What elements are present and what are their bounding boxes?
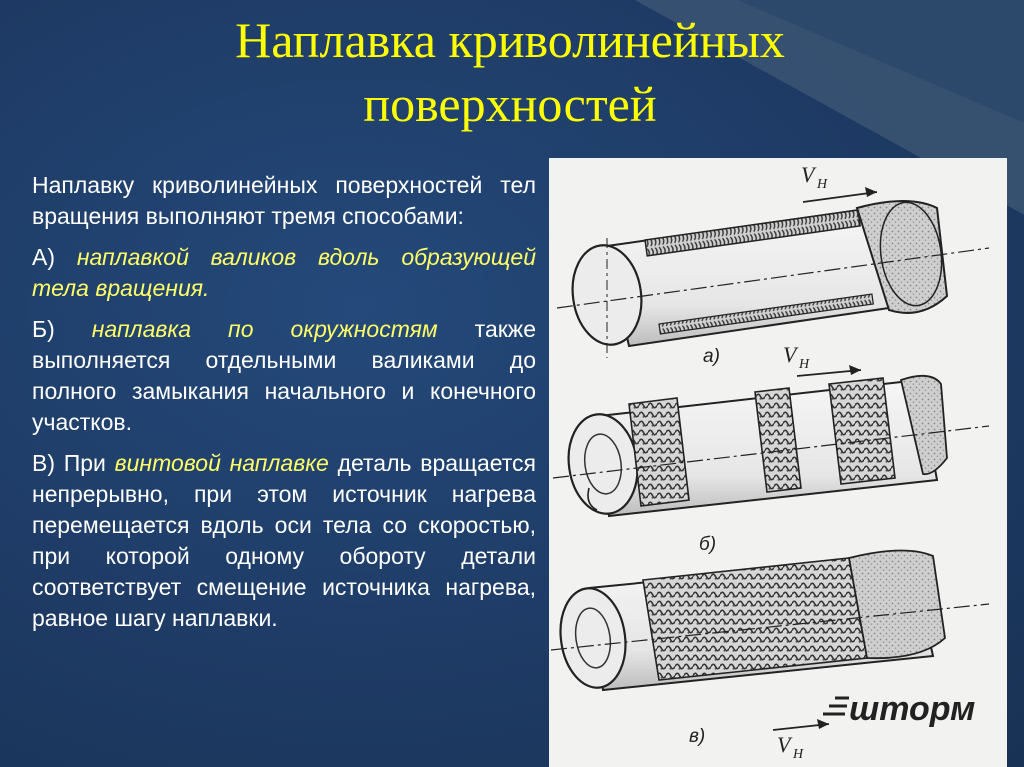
diagram-a-velocity-sub: Н — [817, 177, 828, 192]
diagram-a-velocity-label: V — [801, 162, 815, 187]
diagram-c-velocity-label: V — [777, 732, 791, 757]
diagram-a-label: а) — [703, 346, 720, 367]
method-a-paragraph — [32, 242, 536, 304]
slide-title: Наплавка криволинейных поверхностей — [235, 12, 785, 132]
method-b-prefix: Б) — [32, 316, 92, 342]
diagram-b-velocity-sub: Н — [799, 357, 810, 372]
watermark-text: шторм — [849, 690, 976, 728]
diagram-a-shaft — [557, 187, 989, 358]
method-c-paragraph — [32, 448, 536, 634]
diagram-b-shaft — [553, 365, 989, 518]
diagram-c-velocity-sub: Н — [793, 747, 804, 762]
method-c-prefix: В) При — [32, 450, 115, 476]
intro-paragraph: Наплавку криволинейных поверхностей тел вращения выполняют тремя способами: — [32, 172, 536, 229]
surfacing-diagram — [549, 158, 1007, 767]
method-a-highlight: наплавкой валиков вдоль образующей тела вращения. — [32, 244, 536, 301]
method-c-highlight: винтовой наплавке — [114, 450, 329, 476]
slide-body — [32, 170, 536, 644]
method-b-highlight: наплавка по окружностям — [91, 316, 438, 342]
method-c-rest: деталь вращается непрерывно, при этом источник нагрева перемещается вдоль оси тела со скоростью, при которой одному обороту детали соответствует смещение источника нагрева, равное шагу наплавки. — [32, 450, 537, 631]
method-b-paragraph — [32, 314, 536, 438]
method-b-rest: также выполняется отдельными валиками до полного замыкания начального и конечного участков. — [32, 316, 536, 435]
diagram-c-label: в) — [689, 726, 706, 747]
method-a-prefix: А) — [32, 244, 77, 270]
watermark-logo — [823, 690, 975, 728]
diagram-b-velocity-label: V — [783, 342, 797, 367]
diagram-b-label: б) — [699, 534, 717, 555]
